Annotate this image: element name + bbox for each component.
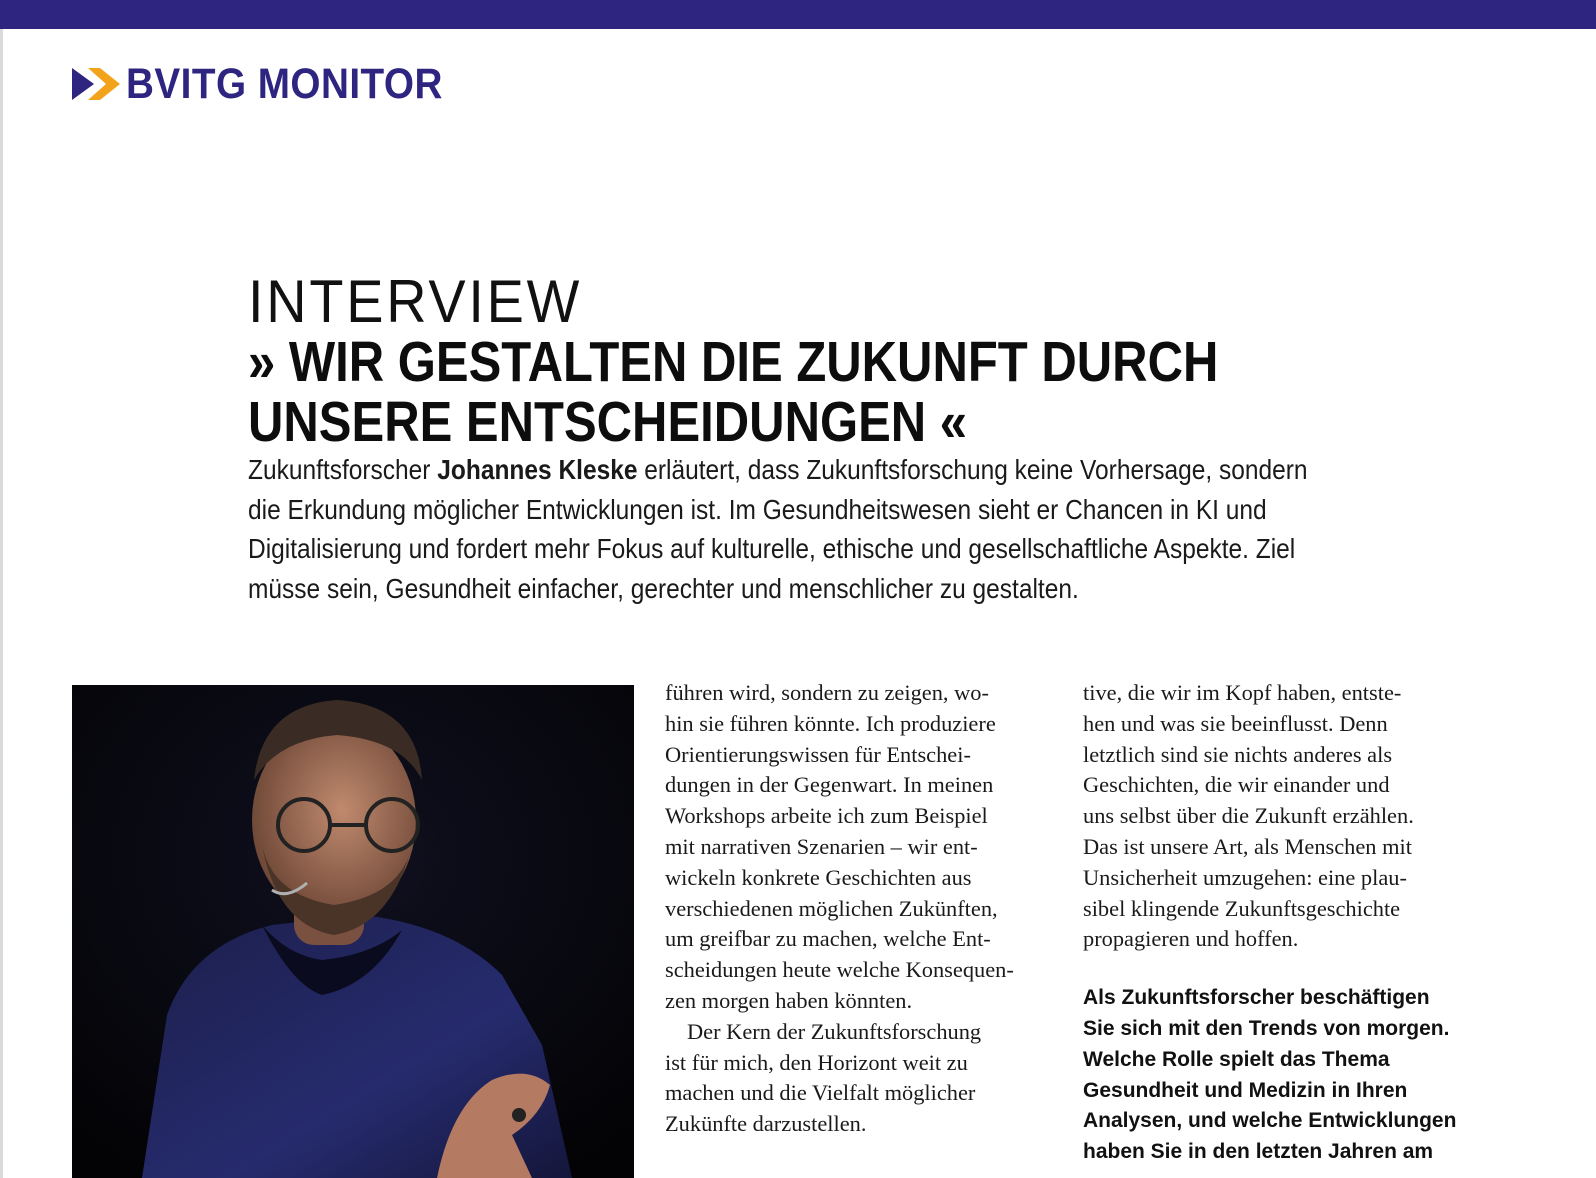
body-line: tive, die wir im Kopf haben, entste- xyxy=(1083,680,1402,705)
page-edge xyxy=(0,0,3,1178)
question-line: Analysen, und welche Entwicklungen xyxy=(1083,1109,1457,1133)
top-color-bar xyxy=(0,0,1596,29)
lead-text: erläutert, dass Zukunftsforschung keine Vorhersage, sondern xyxy=(637,454,1308,485)
question-line: Gesundheit und Medizin in Ihren xyxy=(1083,1078,1408,1102)
body-line: machen und die Vielfalt möglicher xyxy=(665,1080,976,1106)
headline-line: UNSERE ENTSCHEIDUNGEN « xyxy=(248,390,968,454)
body-line: mit narrativen Szenarien – wir ent- xyxy=(665,833,978,859)
body-line: letztlich sind sie nichts anderes als xyxy=(1083,741,1393,767)
lead-line xyxy=(248,450,1403,490)
body-line: zen morgen haben könnten. xyxy=(665,987,913,1013)
body-line: verschiedenen möglichen Zukünften, xyxy=(665,895,998,921)
body-line: Zukünfte darzustellen. xyxy=(665,1111,867,1137)
interview-question xyxy=(1083,983,1483,1168)
body-line: Der Kern der Zukunftsforschung xyxy=(687,1018,982,1044)
body-line: um greifbar zu machen, welche Ent- xyxy=(665,926,991,952)
lead-text: Zukunftsforscher xyxy=(248,454,438,485)
body-line: hin sie führen könnte. Ich produziere xyxy=(665,710,996,736)
portrait-photo xyxy=(72,685,634,1178)
brand-name: BVITG MONITOR xyxy=(126,59,443,108)
body-line: uns selbst über die Zukunft erzählen. xyxy=(1083,803,1414,829)
lead-line: Digitalisierung und fordert mehr Fokus auf kulturelle, ethische und gesellschaftliche Aspekte. Ziel xyxy=(248,533,1296,564)
body-line: Orientierungswissen für Entschei- xyxy=(665,741,971,767)
question-line: Sie sich mit den Trends von morgen. xyxy=(1083,1016,1450,1040)
article-lead xyxy=(248,450,1403,608)
body-line: hen und was sie beeinflusst. Denn xyxy=(1083,710,1388,736)
brand-logo xyxy=(72,58,478,110)
lead-line: müsse sein, Gesundheit einfacher, gerechter und menschlicher zu gestalten. xyxy=(248,572,1079,604)
question-line: Als Zukunftsforscher beschäftigen xyxy=(1083,986,1430,1010)
body-line: Workshops arbeite ich zum Beispiel xyxy=(665,803,988,829)
question-line: haben Sie in den letzten Jahren am xyxy=(1083,1140,1434,1164)
double-chevron-right-icon xyxy=(72,66,120,102)
body-line: ist für mich, den Horizont weit zu xyxy=(665,1049,968,1075)
article-headline xyxy=(248,332,1280,452)
body-line: Unsicherheit umzugehen: eine plau- xyxy=(1083,864,1407,890)
interviewee-name: Johannes Kleske xyxy=(437,454,638,485)
body-line: sibel klingende Zukunftsgeschichte xyxy=(1083,895,1401,921)
headline-line: » WIR GESTALTEN DIE ZUKUNFT DURCH xyxy=(248,330,1219,394)
lead-line: die Erkundung möglicher Entwicklungen ist. Im Gesundheitswesen sieht er Chancen in KI und xyxy=(248,493,1267,525)
body-line: Geschichten, die wir einander und xyxy=(1083,772,1390,798)
body-line: scheidungen heute welche Konsequen- xyxy=(665,957,1014,983)
section-kicker: INTERVIEW xyxy=(248,268,583,335)
body-line: führen wird, sondern zu zeigen, wo- xyxy=(665,680,989,705)
article-column-2 xyxy=(1083,678,1483,1168)
article-column-1 xyxy=(665,678,1055,1140)
body-line: wickeln konkrete Geschichten aus xyxy=(665,864,972,890)
body-line: Das ist unsere Art, als Menschen mit xyxy=(1083,833,1412,859)
body-line: propagieren und hoffen. xyxy=(1083,926,1299,952)
question-line: Welche Rolle spielt das Thema xyxy=(1083,1047,1390,1071)
body-line: dungen in der Gegenwart. In meinen xyxy=(665,772,994,798)
